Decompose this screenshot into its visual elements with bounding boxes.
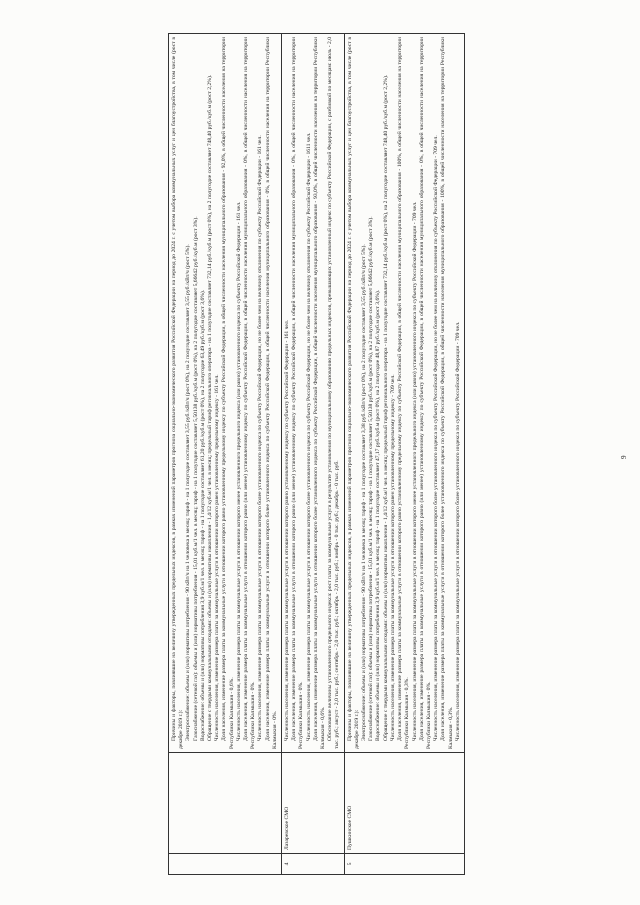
municipality-name: Пушкинское СМО	[344, 753, 464, 854]
row-number: 5	[344, 854, 464, 875]
paragraph: Численность населения, изменение размера платы за коммунальные услуги в отношении которого равен установленному предельному индексу - 161 чел.	[214, 374, 221, 741]
paragraph: Доля населения, изменение размера платы за коммунальные услуги в отношении которого более установленного индекса по субъекту Российской Федерации, в общей численности населения муниципального образования - 0%, в общей численности населения на территории Республики Калмыкия - 0%.	[264, 37, 278, 749]
paragraph: Водоснабжение: объемы и (или) нормативы потребления 3,9 куб.м/1 чел. в месяц; тариф - на 1 полугодие составляет 61,20 руб./куб.м (рост 0%), на 2 полугодие 63,49 руб./куб.м (рост 3,6%).	[199, 289, 206, 741]
row-description	[344, 34, 464, 753]
paragraph: Газоснабжение (сетевой газ): объемы и (или) нормативы потребления - 15,01 куб.м/1 чел. в месяц; тариф - на 1 полугодие составляет 5,50138 руб./куб.м (рост 0%), на 2 полугодие составляет 5,66642 руб./куб.м (рост 3%).	[368, 216, 375, 741]
row-number	[169, 854, 282, 875]
row-number: 4	[282, 854, 345, 875]
paragraph: Электроснабжение: объемы и (или) нормативы потребления - 90 кВт/ч на 1 человека в месяц; тариф - на 1 полугодие составляет 3,55 руб./кВт/ч (рост 0%), на 2 полугодие составляет 3,55 руб./кВт/ч (рост 5%).	[185, 244, 192, 741]
table-row-continuation	[169, 34, 282, 875]
indices-table	[168, 33, 465, 875]
paragraph: Доля населения, изменение размера платы за коммунальные услуги в отношении которого равно (или менее) установленному индексу по субъекту Российской Федерации, в общей численности населения муниципального образования - 0%, в общей численности населения на территории Республики Калмыкия - 0%.	[243, 37, 257, 749]
paragraph: Доля населения, изменение размера платы за коммунальные услуги в отношении которого более установленного индекса по субъекту Российской Федерации, в общей численности населения муниципального образования - 100%, в общей численности населения на территории Республики Калмыкия - 0,3%.	[440, 37, 454, 749]
paragraph: Причины и факторы, повлиявшие на величину утвержденных предельных индексов, в рамках изменений параметров прогноза социально-экономического развития Российской Федерации на период до 2024 г. с учетом выбора коммунальных услуг и цен благоустройства, в том числе (рост в декабре 2019 г.):	[346, 37, 360, 749]
table-row-lazarevskoe	[282, 34, 345, 875]
paragraph: Численность населения, изменение размера платы за коммунальные услуги в отношении которого равен установленному предельному индексу - 709 чел.	[389, 374, 396, 741]
paragraph: Численность населения, изменение размера платы за коммунальные услуги в отношении которого равно установленному индексу по субъекту Российской Федерации - 161 чел.	[284, 319, 291, 741]
paragraph: Электроснабжение: объемы и (или) нормативы потребления - 90 кВт/ч на 1 человека в месяц; тариф - на 1 полугодие составляет 3,38 руб./кВт/ч (рост 0%), на 2 полугодие составляет 3,55 руб./кВт/ч (рост 5%).	[361, 244, 368, 741]
paragraph: Доля населения, изменение размера платы за коммунальные услуги в отношении которого равно (или менее) установленному индексу по субъекту Российской Федерации, в общей численности населения муниципального образования - 0%, в общей численности населения на территории Республики Калмыкия - 0%.	[291, 37, 305, 749]
paragraph: Причины и факторы, повлиявшие на величину утвержденных предельных индексов, в рамках изменений параметров прогноза социально-экономического развития Российской Федерации на период до 2024 г. с учетом выбора коммунальных услуг и цен благоустройства, в том числе (рост в декабре 2019 г.):	[171, 37, 185, 749]
municipality-name: Лазаревское СМО	[282, 753, 345, 854]
paragraph: Численность населения, изменение размера платы за коммунальные услуги в отношении которого менее установленного предельного индекса (или равно) установленного индекса по субъекту Российской Федерации - 709 чел.	[411, 201, 418, 741]
paragraph: Численность населения, изменение размера платы за коммунальные услуги в отношении которого более установленного индекса по субъекту Российской Федерации, но не более чем на величину отклонения по субъекту Российской Федерации - 709 чел.	[433, 135, 440, 741]
municipality-name	[169, 753, 282, 854]
paragraph: Численность населения, изменение размера платы за коммунальные услуги в отношении которого менее установленного предельного индекса (или равно) установленного индекса по субъекту Российской Федерации - 161 чел.	[235, 201, 242, 741]
paragraph: Обращение с твердыми коммунальными отходами: объемы и (или) нормативы накопления - 1,4/12 куб.м/1 чел. в месяц; предельный тариф регионального оператора - на 1 полугодие составляет 732,14 руб./куб.м (рост 0%), на 2 полугодие составляет 748,40 руб./куб.м (рост 2,2%).	[207, 74, 214, 741]
paragraph: Обращение с твердыми коммунальными отходами: объемы и (или) нормативы накопления - 1,4/12 куб.м/1 чел. в месяц; предельный тариф регионального оператора - на 1 полугодие составляет 732,14 руб./куб.м (рост 0%), на 2 полугодие составляет 748,40 руб./куб.м (рост 2,2%).	[382, 74, 389, 741]
paragraph: Доля населения, изменение размера платы за коммунальные услуги в отношении которого более установленного индекса по субъекту Российской Федерации, в общей численности населения муниципального образования - 93,0%, в общей численности населения на территории Республики Калмыкия - 0,6%.	[312, 37, 327, 749]
row-description	[282, 34, 345, 753]
paragraph: Доля населения, изменение размера платы за коммунальные услуги в отношении которого равно (или менее) установленному индексу по субъекту Российской Федерации, в общей численности населения муниципального образования - 0%, в общей численности населения на территории Республики Калмыкия - 0%.	[418, 37, 432, 749]
paragraph: Доля населения, изменение размера платы за коммунальные услуги в отношении которого равно установленному предельному индексу по субъекту Российской Федерации, в общей численности населения муниципального образования - 100%, в общей численности населения на территории Республики Калмыкия - 0,3%.	[397, 37, 411, 749]
page-number: 9	[620, 455, 628, 459]
paragraph: Водоснабжение: объемы и (или) нормативы потребления 3,9 куб.м/1 чел. в месяц; тариф - на 1 полугодие составляет 47,17 руб./куб.м (рост 0%), на 2 полугодие 48,87 руб./куб.м (рост 3,6%).	[375, 289, 382, 741]
row-description	[169, 34, 282, 753]
paragraph: Численность населения, изменение размера платы за коммунальные услуги в отношении которого более установленного индекса по субъекту Российской Федерации, но не более чем на величину отклонения по субъекту Российской Федерации - 161 чел.	[257, 135, 264, 741]
paragraph: Численность населения, изменение размера платы за коммунальные услуги в отношении которого более установленного индекса по субъекту Российской Федерации, но не более чем на величину отклонения по субъекту Российской Федерации - 1611 чел.	[305, 132, 312, 741]
paragraph: Газоснабжение (сетевой газ): объемы и (или) нормативы потребления - 15,01 куб.м/1 чел. в месяц; тариф - на 1 полугодие составляет 5,50138 руб./куб.м (рост 0%), на 2 полугодие составляет 5,66642 руб./куб.м (рост 3%).	[192, 216, 199, 741]
table-row-pushkinskoe	[344, 34, 464, 875]
paragraph: Численность населения, изменение размера платы за коммунальные услуги в отношении которого более установленного индекса по субъекту Российской Федерации - 709 чел.	[454, 321, 461, 741]
paragraph: Доля населения, изменение размера платы за коммунальные услуги в отношении которого равно установленному предельному индексу по субъекту Российской Федерации, в общей численности населения муниципального образования - 92,0%, в общей численности населения на территории Республики Калмыкия - 0,6%.	[221, 37, 235, 749]
paragraph: Обоснование величины установленного предельного индекса: рост платы за коммунальные услуги в результате установления по муниципальному образованию предельных индексов, превышающих установленный индекс по субъекту Российской Федерации, с разбивкой по месяцам: июль - 2,0 тыс. руб.; август - 2,0 тыс. руб.; сентябрь - 2,0 тыс. руб.; октябрь - 2,0 тыс. руб.; ноябрь - 0 тыс. руб.; декабрь - 0 тыс. руб.	[327, 37, 341, 749]
